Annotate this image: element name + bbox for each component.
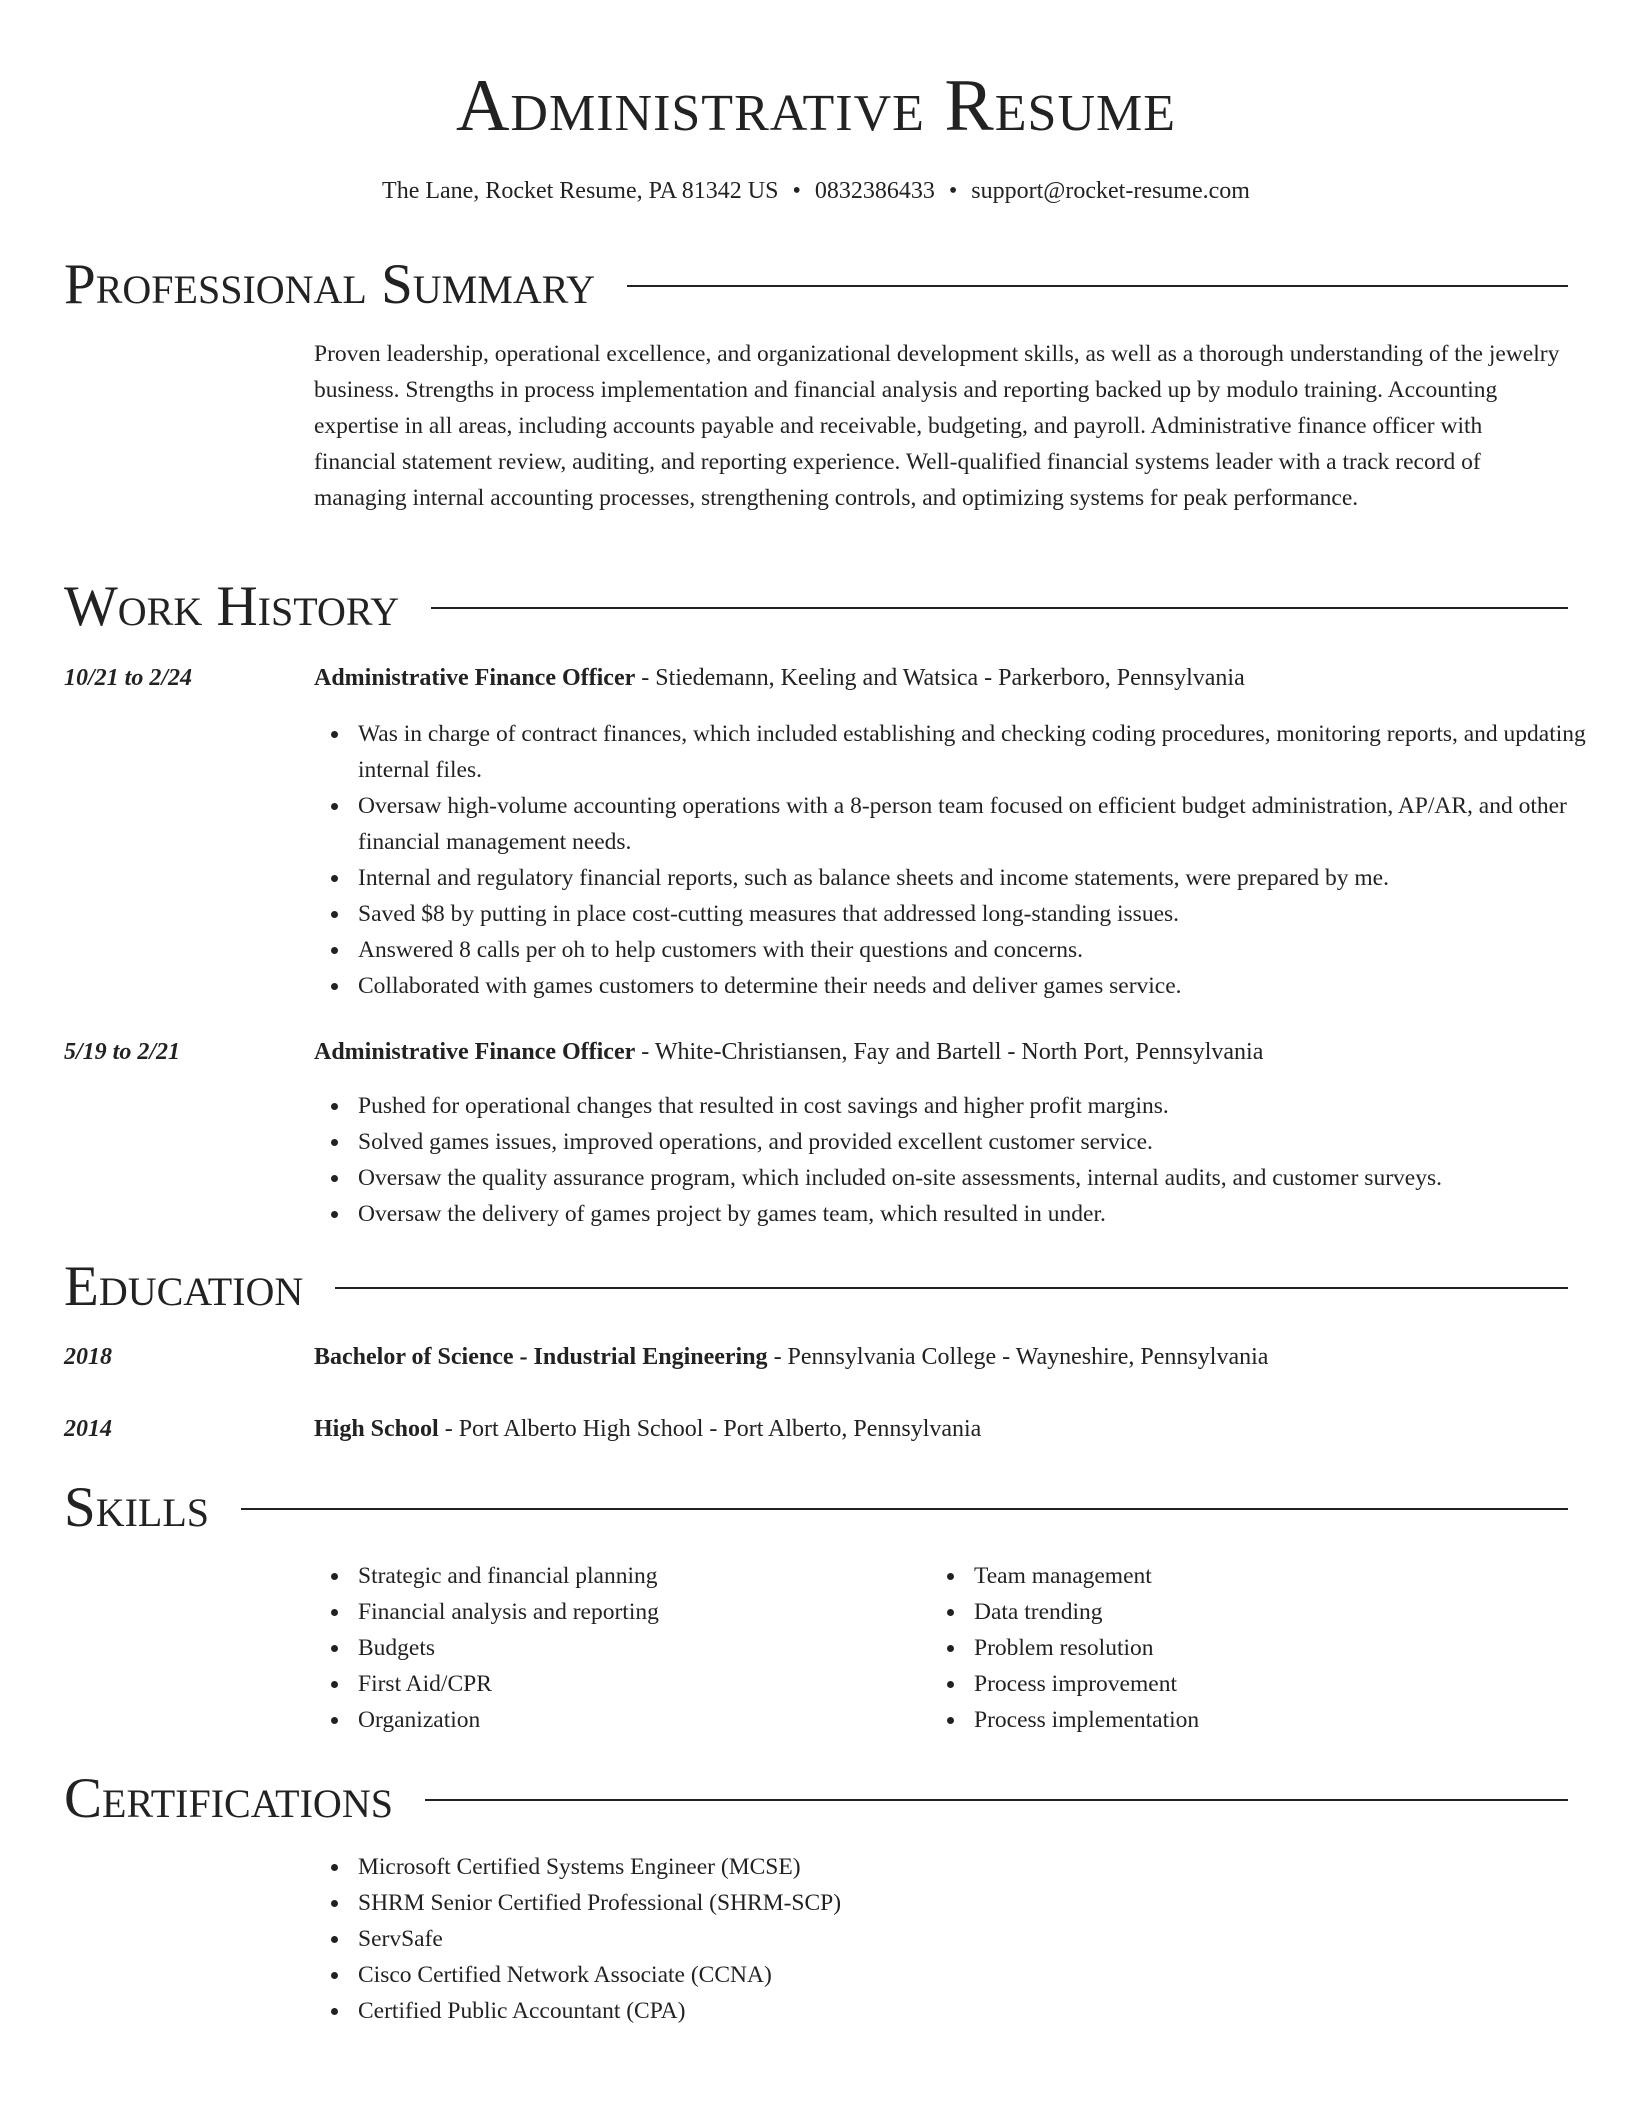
education-heading bbox=[314, 1411, 981, 1447]
list-item: First Aid/CPR bbox=[358, 1666, 918, 1702]
list-item: Financial analysis and reporting bbox=[358, 1594, 918, 1630]
list-item: Process implementation bbox=[974, 1702, 1534, 1738]
job-heading bbox=[314, 1034, 1263, 1070]
list-item: Internal and regulatory financial reports, such as balance sheets and income statements, were prepared by me. bbox=[358, 860, 1612, 896]
section-divider bbox=[425, 1799, 1568, 1801]
section-header-summary bbox=[64, 250, 1568, 320]
list-item: Pushed for operational changes that resulted in cost savings and higher profit margins. bbox=[358, 1088, 1612, 1124]
contact-email[interactable]: support@rocket-resume.com bbox=[971, 178, 1250, 204]
section-divider bbox=[627, 285, 1568, 287]
contact-phone: 0832386433 bbox=[814, 178, 935, 204]
job-position: Administrative Finance Officer bbox=[314, 1039, 636, 1065]
list-item: Oversaw high-volume accounting operations with a 8-person team focused on efficient budget administration, AP/AR, and other financial management needs. bbox=[358, 788, 1612, 860]
section-title-skills: Skills bbox=[64, 1476, 210, 1539]
education-details: - Pennsylvania College - Wayneshire, Pennsylvania bbox=[767, 1344, 1269, 1370]
education-details: - Port Alberto High School - Port Alberto, Pennsylvania bbox=[438, 1416, 982, 1442]
job-position: Administrative Finance Officer bbox=[314, 665, 636, 691]
section-divider bbox=[431, 607, 1568, 609]
education-year: 2014 bbox=[64, 1416, 112, 1442]
skills-list-right bbox=[930, 1558, 1534, 1738]
list-item: Cisco Certified Network Associate (CCNA) bbox=[358, 1957, 1358, 1993]
job-details: - Stiedemann, Keeling and Watsica - Parkerboro, Pennsylvania bbox=[635, 665, 1245, 691]
list-item: Certified Public Accountant (CPA) bbox=[358, 1993, 1358, 2029]
job-1-bullets bbox=[314, 716, 1612, 1004]
education-degree: Bachelor of Science - Industrial Engineering bbox=[314, 1344, 768, 1370]
section-title-education: Education bbox=[64, 1255, 304, 1318]
list-item: Problem resolution bbox=[974, 1630, 1534, 1666]
certifications-list bbox=[314, 1849, 1358, 2029]
list-item: Strategic and financial planning bbox=[358, 1558, 918, 1594]
list-item: Oversaw the delivery of games project by games team, which resulted in under. bbox=[358, 1196, 1612, 1232]
list-item: Collaborated with games customers to determine their needs and deliver games service. bbox=[358, 968, 1612, 1004]
section-divider bbox=[335, 1287, 1568, 1289]
list-item: Oversaw the quality assurance program, which included on-site assessments, internal audits, and customer surveys. bbox=[358, 1160, 1612, 1196]
list-item: Microsoft Certified Systems Engineer (MCSE) bbox=[358, 1849, 1358, 1885]
contact-line bbox=[0, 176, 1632, 206]
section-divider bbox=[241, 1508, 1568, 1510]
job-dates: 5/19 to 2/21 bbox=[64, 1039, 181, 1065]
list-item: Solved games issues, improved operations, and provided excellent customer service. bbox=[358, 1124, 1612, 1160]
list-item: Saved $8 by putting in place cost-cutting measures that addressed long-standing issues. bbox=[358, 896, 1612, 932]
education-entry-2 bbox=[64, 1411, 1568, 1447]
education-year: 2018 bbox=[64, 1344, 112, 1370]
contact-separator: • bbox=[948, 178, 958, 204]
education-degree: High School bbox=[314, 1416, 439, 1442]
section-header-certifications bbox=[64, 1764, 1568, 1834]
section-title-summary: Professional Summary bbox=[64, 253, 596, 316]
education-entry-1 bbox=[64, 1339, 1568, 1375]
section-header-skills bbox=[64, 1473, 1568, 1543]
list-item: Answered 8 calls per oh to help customers with their questions and concerns. bbox=[358, 932, 1612, 968]
job-dates: 10/21 to 2/24 bbox=[64, 665, 193, 691]
section-title-certifications: Certifications bbox=[64, 1767, 393, 1830]
contact-address: The Lane, Rocket Resume, PA 81342 US bbox=[382, 178, 779, 204]
job-entry-2 bbox=[64, 1034, 1568, 1070]
job-heading bbox=[314, 660, 1245, 696]
contact-separator: • bbox=[792, 178, 801, 204]
skills-list-left bbox=[314, 1558, 918, 1738]
job-entry-1 bbox=[64, 660, 1568, 696]
summary-text: Proven leadership, operational excellence, and organizational development skills, as well as a thorough understanding of the jewelry business. Strengths in process implementation and financial analysis and reporting backed up by modulo training. Accounting expertise in all areas, including accounts payable and receivable, budgeting, and payroll. Administrative finance officer with financial statement review, auditing, and reporting experience. Well-qualified financial systems leader with a track record of managing internal accounting processes, strengthening controls, and optimizing systems for peak performance. bbox=[314, 341, 1560, 511]
section-header-education bbox=[64, 1252, 1568, 1322]
job-details: - White-Christiansen, Fay and Bartell - North Port, Pennsylvania bbox=[635, 1039, 1264, 1065]
list-item: ServSafe bbox=[358, 1921, 1358, 1957]
list-item: Data trending bbox=[974, 1594, 1534, 1630]
list-item: Budgets bbox=[358, 1630, 918, 1666]
education-heading bbox=[314, 1339, 1268, 1375]
list-item: Was in charge of contract finances, which included establishing and checking coding procedures, monitoring reports, and updating internal files. bbox=[358, 716, 1612, 788]
resume-title: Administrative Resume bbox=[455, 65, 1177, 147]
list-item: Process improvement bbox=[974, 1666, 1534, 1702]
list-item: SHRM Senior Certified Professional (SHRM-SCP) bbox=[358, 1885, 1358, 1921]
job-2-bullets bbox=[314, 1088, 1612, 1232]
section-header-work bbox=[64, 572, 1568, 642]
list-item: Organization bbox=[358, 1702, 918, 1738]
list-item: Team management bbox=[974, 1558, 1534, 1594]
section-title-work: Work History bbox=[64, 575, 400, 638]
